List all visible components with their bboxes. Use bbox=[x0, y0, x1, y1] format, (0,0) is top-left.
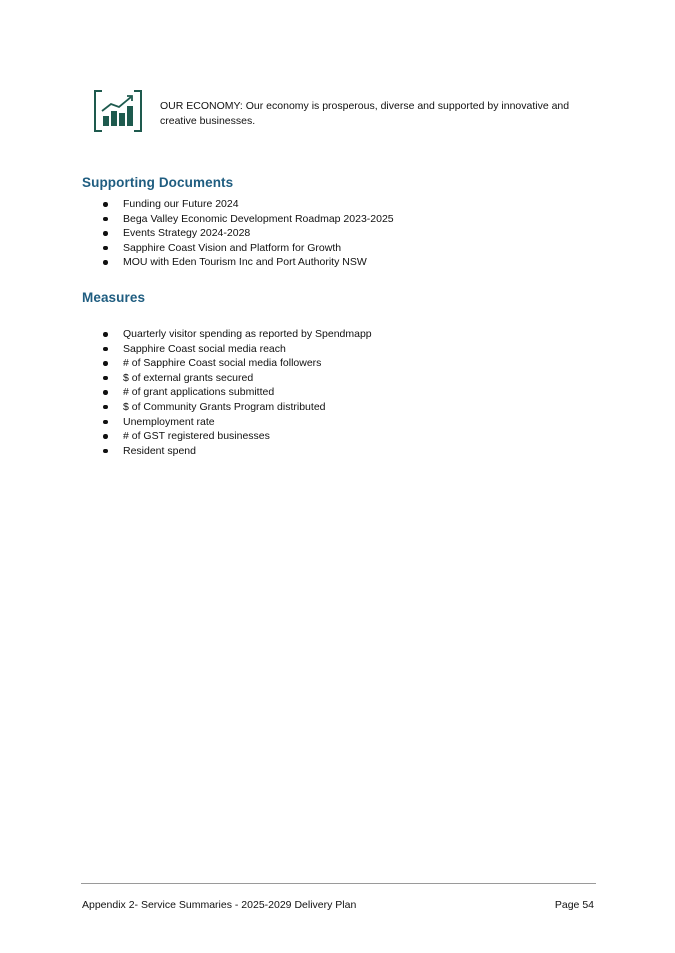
list-item: Resident spend bbox=[103, 444, 372, 459]
list-item: Bega Valley Economic Development Roadmap 2023-2025 bbox=[103, 212, 394, 227]
list-item: $ of Community Grants Program distributed bbox=[103, 400, 372, 415]
list-item: Sapphire Coast social media reach bbox=[103, 342, 372, 357]
list-item: # of GST registered businesses bbox=[103, 429, 372, 444]
objective-text: OUR ECONOMY: Our economy is prosperous, diverse and supported by innovative and creative businesses. bbox=[160, 100, 570, 127]
measures-heading: Measures bbox=[82, 290, 146, 305]
footer-divider bbox=[81, 883, 596, 884]
list-item: Quarterly visitor spending as reported by Spendmapp bbox=[103, 327, 372, 342]
supporting-documents-heading: Supporting Documents bbox=[82, 175, 234, 190]
economy-chart-icon bbox=[93, 90, 143, 132]
footer-document-title: Appendix 2- Service Summaries - 2025-2029 Delivery Plan bbox=[82, 899, 357, 911]
list-item: MOU with Eden Tourism Inc and Port Authority NSW bbox=[103, 255, 394, 270]
list-item: Funding our Future 2024 bbox=[103, 197, 394, 212]
list-item: # of Sapphire Coast social media followers bbox=[103, 356, 372, 371]
measures-list bbox=[103, 327, 372, 458]
objective-block bbox=[93, 88, 613, 132]
list-item: Unemployment rate bbox=[103, 415, 372, 430]
list-item: # of grant applications submitted bbox=[103, 385, 372, 400]
list-item: Events Strategy 2024-2028 bbox=[103, 226, 394, 241]
list-item: $ of external grants secured bbox=[103, 371, 372, 386]
list-item: Sapphire Coast Vision and Platform for Growth bbox=[103, 241, 394, 256]
supporting-documents-list bbox=[103, 197, 394, 270]
footer-page-number: Page 54 bbox=[554, 899, 594, 911]
